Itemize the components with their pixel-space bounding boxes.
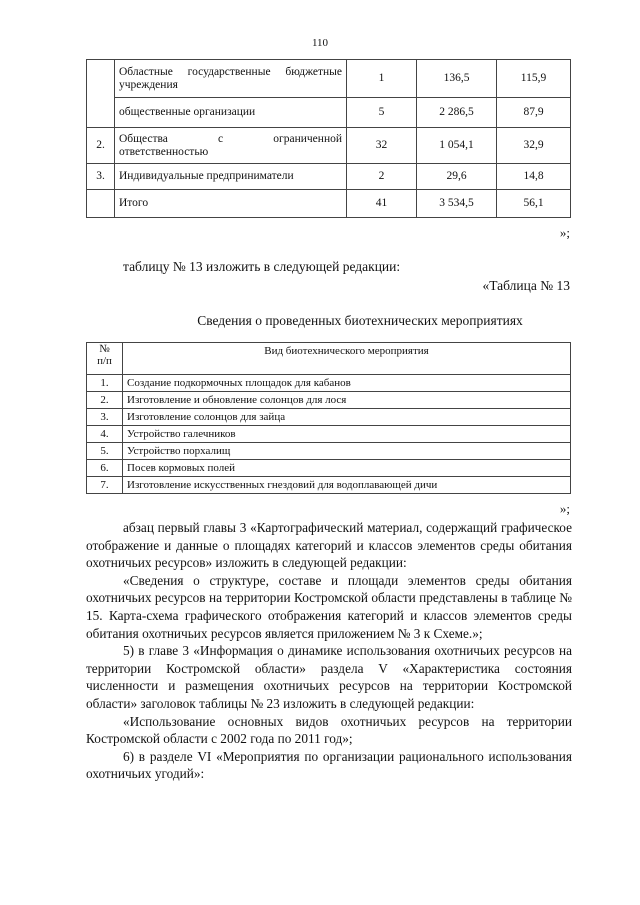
table-row	[87, 60, 571, 98]
row-name-cell: общественные организации	[115, 98, 347, 128]
header-activity-cell: Вид биотехнического мероприятия	[123, 343, 571, 375]
paragraph: 6) в разделе VI «Мероприятия по организации рационального использования охотничьих угодий»:	[86, 748, 572, 782]
table-row	[87, 190, 571, 218]
row-share-cell: 56,1	[497, 190, 571, 218]
table-row	[87, 164, 571, 190]
paragraph: абзац первый главы 3 «Картографический материал, содержащий графическое отображение и данные о площадях категорий и классов элементов среды обитания охотничьих ресурсов» изложить в следующей редакции:	[86, 520, 572, 571]
table-row	[87, 375, 571, 392]
row-area-cell: 1 054,1	[417, 128, 497, 164]
page-number: 110	[311, 37, 329, 49]
row-number-cell	[87, 60, 115, 128]
table-row	[87, 426, 571, 443]
row-number-cell: 7.	[87, 477, 123, 494]
row-number-cell: 2.	[87, 392, 123, 409]
table-row	[87, 409, 571, 426]
row-number-cell: 6.	[87, 460, 123, 477]
row-activity-cell: Изготовление и обновление солонцов для лося	[123, 392, 571, 409]
paragraph: 5) в главе 3 «Информация о динамике использования охотничьих ресурсов на территории Костромской области» раздела V «Характеристика состояния численности и размещения охотничьих ресурсов на территории Костромской области» заголовок таблицы № 23 изложить в следующей редакции:	[86, 643, 572, 711]
header-number-cell: № п/п	[87, 343, 123, 375]
row-activity-cell: Изготовление искусственных гнездовий для водоплавающей дичи	[123, 477, 571, 494]
table-header-row	[87, 343, 571, 375]
row-count-cell: 1	[347, 60, 417, 98]
row-number-cell: 1.	[87, 375, 123, 392]
row-activity-cell: Изготовление солонцов для зайца	[123, 409, 571, 426]
body-text	[86, 519, 572, 783]
row-number-cell	[87, 190, 115, 218]
row-number-cell: 3.	[87, 409, 123, 426]
row-share-cell: 32,9	[497, 128, 571, 164]
row-share-cell: 14,8	[497, 164, 571, 190]
ownership-table	[86, 59, 571, 218]
row-name-cell: Итого	[115, 190, 347, 218]
table1-closing-quote: »;	[559, 225, 570, 240]
row-area-cell: 136,5	[417, 60, 497, 98]
table-row	[87, 477, 571, 494]
row-area-cell: 2 286,5	[417, 98, 497, 128]
row-count-cell: 41	[347, 190, 417, 218]
row-number-cell: 5.	[87, 443, 123, 460]
row-count-cell: 5	[347, 98, 417, 128]
table-row	[87, 443, 571, 460]
table13-title: Сведения о проведенных биотехнических мероприятиях	[197, 313, 523, 328]
instruction-table-13: таблицу № 13 изложить в следующей редакции:	[123, 259, 401, 274]
paragraph: «Использование основных видов охотничьих ресурсов на территории Костромской области с 2002 года по 2011 год»;	[86, 713, 572, 747]
row-number-cell: 3.	[87, 164, 115, 190]
row-name-cell: Общества с ограниченной ответственностью	[115, 128, 347, 164]
row-share-cell: 115,9	[497, 60, 571, 98]
row-activity-cell: Создание подкормочных площадок для кабанов	[123, 375, 571, 392]
row-name-cell: Индивидуальные предприниматели	[115, 164, 347, 190]
row-activity-cell: Устройство порхалищ	[123, 443, 571, 460]
row-name-cell: Областные государственные бюджетные учреждения	[115, 60, 347, 98]
row-count-cell: 32	[347, 128, 417, 164]
row-share-cell: 87,9	[497, 98, 571, 128]
table2-closing-quote: »;	[559, 501, 570, 516]
row-area-cell: 29,6	[417, 164, 497, 190]
table-row	[87, 392, 571, 409]
table-row	[87, 460, 571, 477]
row-count-cell: 2	[347, 164, 417, 190]
row-area-cell: 3 534,5	[417, 190, 497, 218]
paragraph: «Сведения о структуре, составе и площади элементов среды обитания охотничьих ресурсов на территории Костромской области представлены в таблице № 15. Карта-схема графического отображения категорий и классов элементов среды обитания охотничьих ресурсов является приложением № 3 к Схеме.»;	[86, 572, 572, 641]
table-row	[87, 128, 571, 164]
biotech-activities-table	[86, 342, 571, 494]
table-row	[87, 98, 571, 128]
row-activity-cell: Устройство галечников	[123, 426, 571, 443]
row-number-cell: 4.	[87, 426, 123, 443]
table13-label: «Таблица № 13	[482, 278, 570, 293]
row-number-cell: 2.	[87, 128, 115, 164]
row-activity-cell: Посев кормовых полей	[123, 460, 571, 477]
